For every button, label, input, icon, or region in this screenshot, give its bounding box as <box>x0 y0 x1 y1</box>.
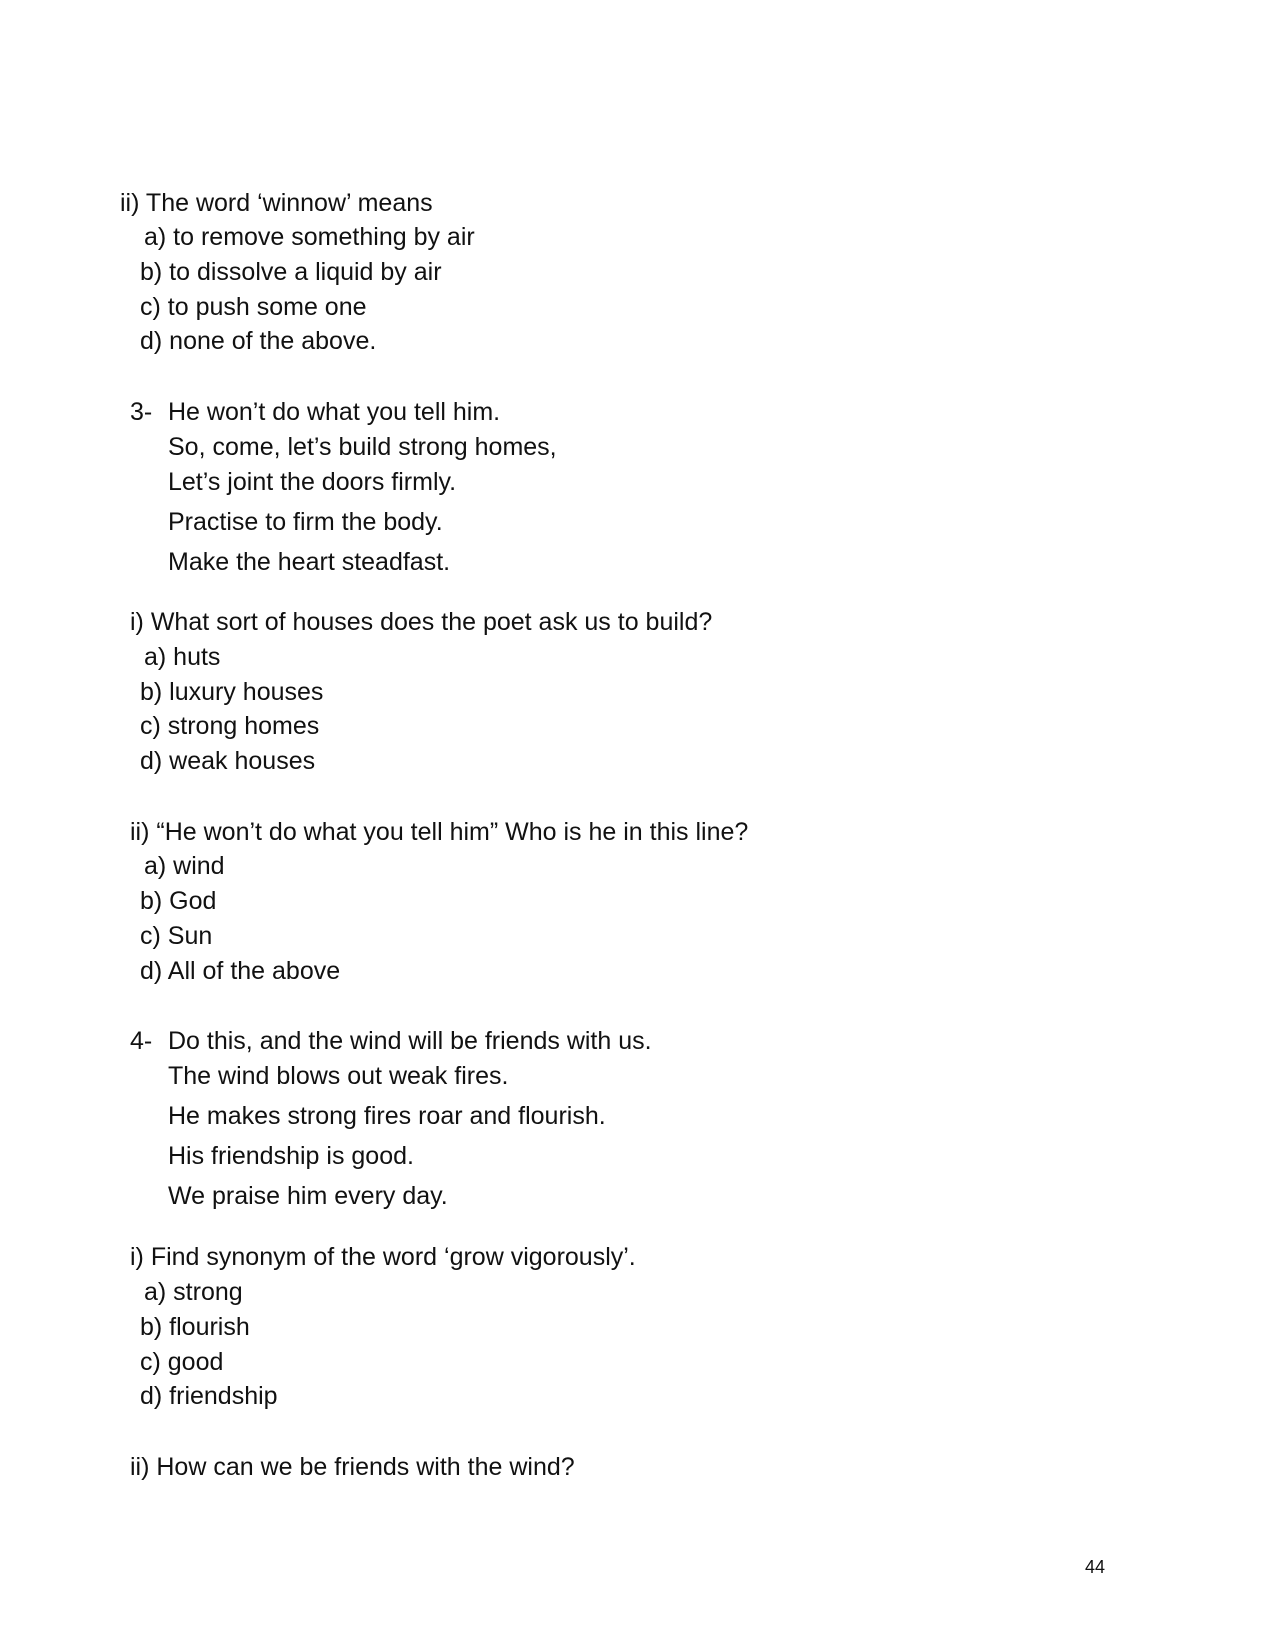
option-b: b) to dissolve a liquid by air <box>140 258 442 286</box>
passage-number: 3- <box>130 398 153 426</box>
passage-number: 4- <box>130 1027 153 1055</box>
option-d: d) All of the above <box>140 957 341 985</box>
option-c: c) Sun <box>140 922 213 950</box>
passage-line: We praise him every day. <box>168 1182 448 1210</box>
option-c: c) strong homes <box>140 712 320 740</box>
passage-line: Let’s joint the doors firmly. <box>168 468 457 496</box>
option-a: a) wind <box>144 852 225 880</box>
passage-line: Practise to firm the body. <box>168 508 443 536</box>
option-a: a) to remove something by air <box>144 223 475 251</box>
question-text: ii) The word ‘winnow’ means <box>120 189 433 217</box>
passage-line: Do this, and the wind will be friends with us. <box>168 1027 652 1055</box>
option-c: c) good <box>140 1348 224 1376</box>
option-b: b) luxury houses <box>140 678 324 706</box>
option-d: d) weak houses <box>140 747 316 775</box>
option-c: c) to push some one <box>140 293 367 321</box>
passage-line: So, come, let’s build strong homes, <box>168 433 557 461</box>
option-d: d) none of the above. <box>140 327 377 355</box>
option-a: a) strong <box>144 1278 243 1306</box>
question-text: ii) “He won’t do what you tell him” Who is he in this line? <box>130 818 749 846</box>
option-b: b) flourish <box>140 1313 250 1341</box>
option-a: a) huts <box>144 643 221 671</box>
question-text: i) Find synonym of the word ‘grow vigorously’. <box>130 1243 636 1271</box>
passage-line: Make the heart steadfast. <box>168 548 451 576</box>
question-text: i) What sort of houses does the poet ask us to build? <box>130 608 713 636</box>
page-number: 44 <box>1085 1557 1106 1577</box>
passage-line: He won’t do what you tell him. <box>168 398 501 426</box>
passage-line: The wind blows out weak fires. <box>168 1062 509 1090</box>
option-d: d) friendship <box>140 1382 278 1410</box>
passage-line: His friendship is good. <box>168 1142 414 1170</box>
passage-line: He makes strong fires roar and flourish. <box>168 1102 606 1130</box>
option-b: b) God <box>140 887 217 915</box>
question-text: ii) How can we be friends with the wind? <box>130 1453 575 1481</box>
